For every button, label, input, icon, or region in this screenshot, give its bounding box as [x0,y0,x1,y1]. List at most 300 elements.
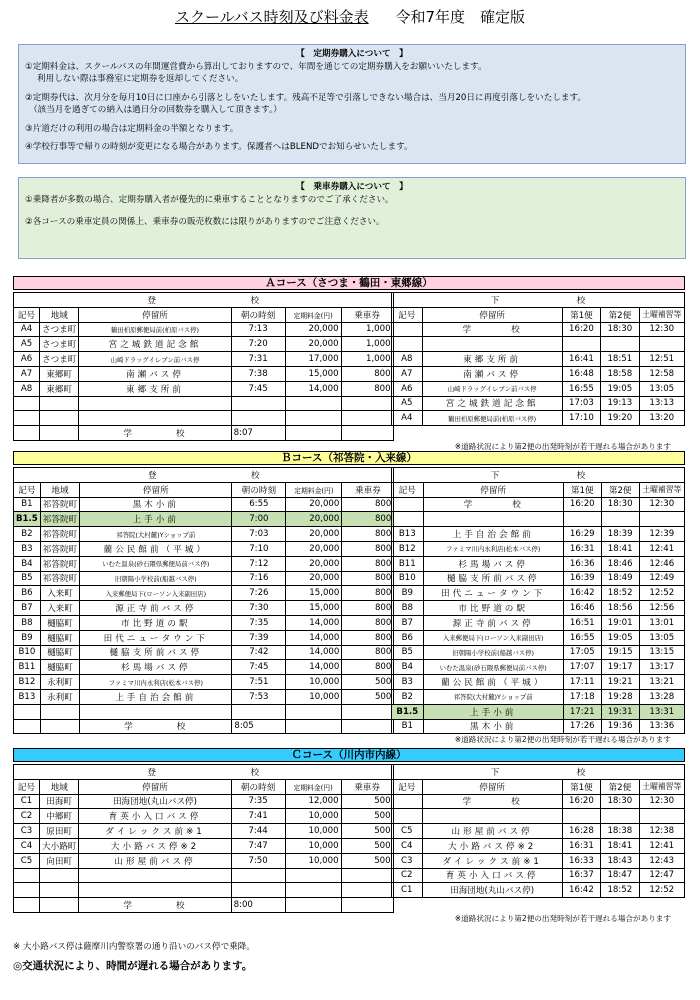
stop-name: 鶴田柏原郵便局前(柏原バス停) [422,411,562,426]
to-school-table [13,467,394,734]
pass-fee: 10,000 [286,689,342,704]
stop-code: C5 [14,853,40,868]
stop-name: 上手自治会館前 [423,527,563,542]
second-trip-time: 18:38 [601,824,639,839]
stop-name: 黒木小前 [423,719,563,734]
area [40,898,79,913]
stop-name [80,704,232,719]
area: 入来町 [40,601,79,616]
stop-name: 学校 [80,719,232,734]
column-header: 朝の時刻 [232,482,286,497]
area: 祁答院町 [40,497,79,512]
to-school-header: 登 校 [14,765,394,780]
saturday-time: 13:05 [639,381,684,396]
course-b-section [13,451,685,744]
second-trip-time: 18:51 [601,352,639,367]
pass-fee: 20,000 [286,571,342,586]
saturday-time: 12:30 [639,497,684,512]
ticket-fee: 1,000 [341,352,393,367]
table-row [392,337,685,352]
stop-code: B11 [392,556,424,571]
pass-fee [286,704,342,719]
pass-fee: 20,000 [286,556,342,571]
table-row [14,660,394,675]
area [40,411,79,426]
ticket-fee [342,704,394,719]
pass-fee: 14,000 [285,381,341,396]
table-row [14,426,394,441]
saturday-time: 13:15 [639,645,684,660]
saturday-time: 12:43 [639,853,684,868]
from-school-table [391,292,685,426]
morning-time: 7:42 [232,645,286,660]
stop-name: 学校 [423,497,563,512]
second-trip-time: 18:30 [601,322,639,337]
pass-fee: 17,000 [285,352,341,367]
morning-time: 7:44 [231,824,285,839]
pass-fee: 20,000 [286,497,342,512]
stop-name: 山崎ドラッグイレブン前バス停 [79,352,231,367]
area [40,868,79,883]
area: 祁答院町 [40,541,79,556]
saturday-time [639,337,684,352]
stop-code [392,497,424,512]
second-trip-time: 18:56 [601,601,639,616]
stop-code: B1 [14,497,41,512]
stop-code [14,411,40,426]
table-row [392,512,685,527]
ticket-fee: 800 [342,497,394,512]
morning-time [232,704,286,719]
notice-text: ①定期料金は、スクールバスの年間運営費から算出しておりますので、年間を通じての定期券購入をお願いいたします。 [25,61,487,72]
column-header: 定期料金(円) [285,307,341,322]
area: 東郷町 [40,366,79,381]
first-trip-time: 16:51 [563,615,601,630]
table-row [392,794,685,809]
stop-code: A8 [14,381,40,396]
morning-time [231,883,285,898]
morning-time: 7:47 [231,838,285,853]
second-trip-time: 19:31 [601,704,639,719]
stop-name [422,337,562,352]
ticket-fee: 1,000 [341,337,393,352]
ticket-fee [341,396,393,411]
morning-time: 7:00 [232,512,286,527]
morning-time: 7:53 [232,689,286,704]
morning-time [231,411,285,426]
stop-code [14,898,40,913]
saturday-time: 12:39 [639,527,684,542]
stop-name: 田海団地(丸山バス停) [422,883,562,898]
second-trip-time: 18:43 [601,853,639,868]
ticket-fee: 800 [342,586,394,601]
area: 東郷町 [40,381,79,396]
pass-fee: 10,000 [285,838,341,853]
first-trip-time: 17:21 [563,704,601,719]
ticket-fee: 800 [342,660,394,675]
second-trip-time: 19:13 [601,396,639,411]
second-trip-time [601,809,639,824]
table-row [14,883,394,898]
column-header: 定期料金(円) [285,779,341,794]
stop-name: 旧朝陽小学校前(船越バス停) [80,571,232,586]
stop-code: B2 [392,689,424,704]
column-header: 第2便 [601,307,639,322]
stop-code: C3 [14,824,40,839]
stop-name: いむた温泉(砂石隈県郵便局前バス停) [423,660,563,675]
table-row [392,689,685,704]
stop-code: B3 [14,541,41,556]
from-school-header: 下 校 [392,468,685,483]
saturday-time [639,809,684,824]
second-trip-time [601,337,639,352]
column-header: 記号 [392,307,423,322]
area: 中郷町 [40,809,79,824]
area: 永利町 [40,675,79,690]
pass-fee: 14,000 [286,630,342,645]
morning-time: 7:50 [231,853,285,868]
stop-code: B4 [392,660,424,675]
first-trip-time: 16:42 [563,586,601,601]
first-trip-time: 17:26 [563,719,601,734]
saturday-time: 13:05 [639,630,684,645]
stop-code: C2 [392,868,423,883]
table-row [392,541,685,556]
from-school-header: 下 校 [392,765,685,780]
stop-name: 育英小入口バス停 [422,868,562,883]
area [40,883,79,898]
morning-time: 7:12 [232,556,286,571]
ticket-fee: 500 [341,838,393,853]
area: さつま町 [40,352,79,367]
column-header: 乗車券 [341,779,393,794]
course-title-bar: Ｂコース（祁答院・入来線） [13,451,685,465]
stop-code: A4 [392,411,423,426]
area: 樋脇町 [40,630,79,645]
stop-name: 藺公民館前（平城） [423,675,563,690]
saturday-time: 13:20 [639,411,684,426]
first-trip-time: 16:20 [562,794,600,809]
stop-code: B5 [14,571,41,586]
column-header: 停留所 [422,307,562,322]
area [40,719,79,734]
pass-fee: 10,000 [285,809,341,824]
pass-fee: 14,000 [286,645,342,660]
table-row [392,396,685,411]
table-row [14,675,394,690]
first-trip-time: 17:10 [562,411,600,426]
notice-text: ①乗降者が多数の場合、定期券購入者が優先的に乗車することとなりますのでご了承ください。 [25,194,394,205]
first-trip-time: 16:20 [563,497,601,512]
column-header: 朝の時刻 [231,779,285,794]
stop-name: 黒木小前 [80,497,232,512]
first-trip-time: 16:55 [562,381,600,396]
stop-code: B10 [14,645,41,660]
table-row [14,853,394,868]
course-a-section [13,276,685,451]
table-row [14,630,394,645]
stop-name: 上手小前 [80,512,232,527]
stop-name: 学校 [422,322,562,337]
second-trip-time: 19:15 [601,645,639,660]
second-trip-time: 19:21 [601,675,639,690]
stop-code [14,426,40,441]
ticket-fee: 800 [342,571,394,586]
table-row [392,411,685,426]
pass-fee [285,426,341,441]
title-year: 令和7年度 確定版 [395,8,525,26]
column-header: 地域 [40,482,79,497]
table-row [392,352,685,367]
stop-code: A7 [14,366,40,381]
ticket-fee: 1,000 [341,322,393,337]
stop-code: B8 [14,615,41,630]
table-row [392,322,685,337]
pass-fee [285,868,341,883]
column-header: 記号 [14,779,40,794]
stop-code: A5 [14,337,40,352]
stop-name: 学校 [79,898,231,913]
pass-fee: 20,000 [286,527,342,542]
stop-name: 入来郵便局下(ローソン入来副田店) [423,630,563,645]
stop-name: 大小路バス停※2 [79,838,231,853]
column-header: 土曜補習等 [639,307,684,322]
column-header: 第1便 [562,779,600,794]
area: さつま町 [40,337,79,352]
stop-name: 入来郵便局下(ローソン入来副田店) [80,586,232,601]
morning-time: 8:05 [232,719,286,734]
first-trip-time: 16:31 [562,838,600,853]
first-trip-time: 16:20 [562,322,600,337]
column-header: 乗車券 [341,307,393,322]
notice-text: ②定期券代は、次月分を毎月10日に口座から引落としをいたします。残高不足等で引落しできない場合は、当月20日に再度引落しをいたします。 [25,92,587,103]
stop-name: 源正寺前バス停 [423,615,563,630]
stop-name: 市比野道の駅 [423,601,563,616]
morning-time: 7:38 [231,366,285,381]
column-header: 土曜補習等 [639,482,684,497]
stop-name: 樋脇支所前バス停 [80,645,232,660]
ticket-fee: 800 [341,381,393,396]
stop-name: 大小路バス停※2 [422,838,562,853]
pass-fee: 15,000 [285,366,341,381]
stop-name: 田代ニュータウン下 [423,586,563,601]
pass-fee: 15,000 [286,586,342,601]
pass-fee: 14,000 [286,615,342,630]
table-row [392,366,685,381]
first-trip-time: 16:31 [563,541,601,556]
table-row [392,630,685,645]
stop-name: 田代ニュータウン下 [80,630,232,645]
to-school-header: 登 校 [14,293,394,308]
first-trip-time: 16:28 [562,824,600,839]
stop-name: 上手自治会館前 [80,689,232,704]
table-row [392,601,685,616]
stop-name: 南瀬バス停 [422,366,562,381]
saturday-time: 13:36 [639,719,684,734]
second-trip-time: 18:41 [601,541,639,556]
ticket-fee: 500 [341,809,393,824]
stop-name: 山形屋前バス停 [79,853,231,868]
saturday-time: 12:47 [639,868,684,883]
stop-code: B6 [392,630,424,645]
area [40,704,79,719]
morning-time: 6:55 [232,497,286,512]
table-row [392,497,685,512]
column-header: 停留所 [423,482,563,497]
stop-name [79,883,231,898]
table-row [14,689,394,704]
table-row [392,883,685,898]
table-row [392,615,685,630]
first-trip-time [562,337,600,352]
stop-code: B2 [14,527,41,542]
morning-time [231,868,285,883]
first-trip-time: 16:55 [563,630,601,645]
table-row [14,704,394,719]
ticket-fee: 500 [341,853,393,868]
delay-note: ※道路状況により第2便の出発時刻が若干遅れる場合があります [454,914,671,923]
morning-time: 7:26 [232,586,286,601]
morning-time: 7:10 [232,541,286,556]
stop-name: 南瀬バス停 [79,366,231,381]
column-header: 記号 [14,482,41,497]
stop-code: C5 [392,824,423,839]
stop-name: 東郷支所前 [79,381,231,396]
stop-name: 鶴田柏原郵便局前(柏原バス停) [79,322,231,337]
first-trip-time [563,512,601,527]
pass-fee: 10,000 [285,824,341,839]
morning-time: 8:00 [231,898,285,913]
pass-fee: 20,000 [285,322,341,337]
area: 祁答院町 [40,527,79,542]
morning-time: 7:20 [231,337,285,352]
column-header: 停留所 [79,779,231,794]
area: 入来町 [40,586,79,601]
stop-name: 杉馬場バス停 [80,660,232,675]
ticket-fee: 800 [342,541,394,556]
column-header: 停留所 [422,779,562,794]
stop-name: ファミマ川内永利店(松本バス停) [80,675,232,690]
area: 原田町 [40,824,79,839]
stop-name: 山形屋前バス停 [422,824,562,839]
stop-code: C4 [14,838,40,853]
stop-code [14,883,40,898]
stop-code: C1 [14,794,40,809]
ticket-fee: 800 [342,601,394,616]
ticket-fee: 500 [341,794,393,809]
stop-name: 上手小前 [423,704,563,719]
first-trip-time: 17:11 [563,675,601,690]
to-school-table [13,292,394,441]
stop-name [79,411,231,426]
column-header: 第1便 [562,307,600,322]
area: さつま町 [40,322,79,337]
footnote-bold: ◎交通状況により、時間が遅れる場合があります。 [13,960,253,972]
stop-code: B10 [392,571,424,586]
second-trip-time: 19:17 [601,660,639,675]
ticket-fee: 800 [342,512,394,527]
saturday-time: 12:51 [639,352,684,367]
column-header: 記号 [14,307,40,322]
ticket-fee: 500 [342,689,394,704]
second-trip-time: 18:58 [601,366,639,381]
column-header: 第1便 [563,482,601,497]
pass-fee: 10,000 [286,675,342,690]
stop-code [14,719,41,734]
column-header: 朝の時刻 [231,307,285,322]
stop-name: ダイレックス前※1 [79,824,231,839]
area [40,396,79,411]
stop-code: A8 [392,352,423,367]
stop-name: 杉馬場バス停 [423,556,563,571]
morning-time [231,396,285,411]
stop-name [423,512,563,527]
column-header: 記号 [392,779,423,794]
stop-code [14,396,40,411]
notice-text: ④学校行事等で帰りの時刻が変更になる場合があります。保護者へはBLENDでお知らせいたします。 [25,142,413,152]
table-row [392,868,685,883]
table-row [14,322,394,337]
table-row [392,586,685,601]
area: 樋脇町 [40,645,79,660]
ticket-fee [341,898,393,913]
table-row [392,809,685,824]
pass-fee: 14,000 [286,660,342,675]
from-school-table [391,467,685,734]
table-row [392,571,685,586]
delay-note: ※道路状況により第2便の出発時刻が若干遅れる場合があります [454,735,671,745]
second-trip-time: 18:47 [601,868,639,883]
saturday-time: 12:49 [639,571,684,586]
notice-text: ③片道だけの利用の場合は定期料金の半額となります。 [25,123,239,134]
area: 樋脇町 [40,615,79,630]
first-trip-time: 16:42 [562,883,600,898]
ticket-fee: 800 [341,366,393,381]
table-row [14,586,394,601]
morning-time: 7:35 [232,615,286,630]
first-trip-time: 16:36 [563,556,601,571]
first-trip-time: 17:05 [563,645,601,660]
morning-time: 7:31 [231,352,285,367]
first-trip-time: 16:37 [562,868,600,883]
morning-time: 7:03 [232,527,286,542]
saturday-time: 12:52 [639,883,684,898]
saturday-time: 12:46 [639,556,684,571]
first-trip-time: 16:39 [563,571,601,586]
table-row [14,366,394,381]
stop-name: ファミマ川内永利店(松本バス停) [423,541,563,556]
ticket-fee: 800 [342,556,394,571]
saturday-time: 13:17 [639,660,684,675]
stop-name [79,868,231,883]
ticket-notice [18,177,686,259]
column-header: 定期料金(円) [286,482,342,497]
notice-text: ②各コースの乗車定員の関係上、乗車券の販売枚数には限りがありますのでご注意ください。 [25,217,385,227]
column-header: 第2便 [601,482,639,497]
from-school-table [391,764,685,898]
stop-name: ダイレックス前※1 [422,853,562,868]
table-row [14,541,394,556]
second-trip-time: 18:41 [601,838,639,853]
stop-name [79,396,231,411]
table-row [14,645,394,660]
second-trip-time: 18:30 [601,497,639,512]
pass-fee: 10,000 [285,853,341,868]
second-trip-time: 18:39 [601,527,639,542]
stop-code: B6 [14,586,41,601]
table-row [14,556,394,571]
area: 祁答院町 [40,556,79,571]
